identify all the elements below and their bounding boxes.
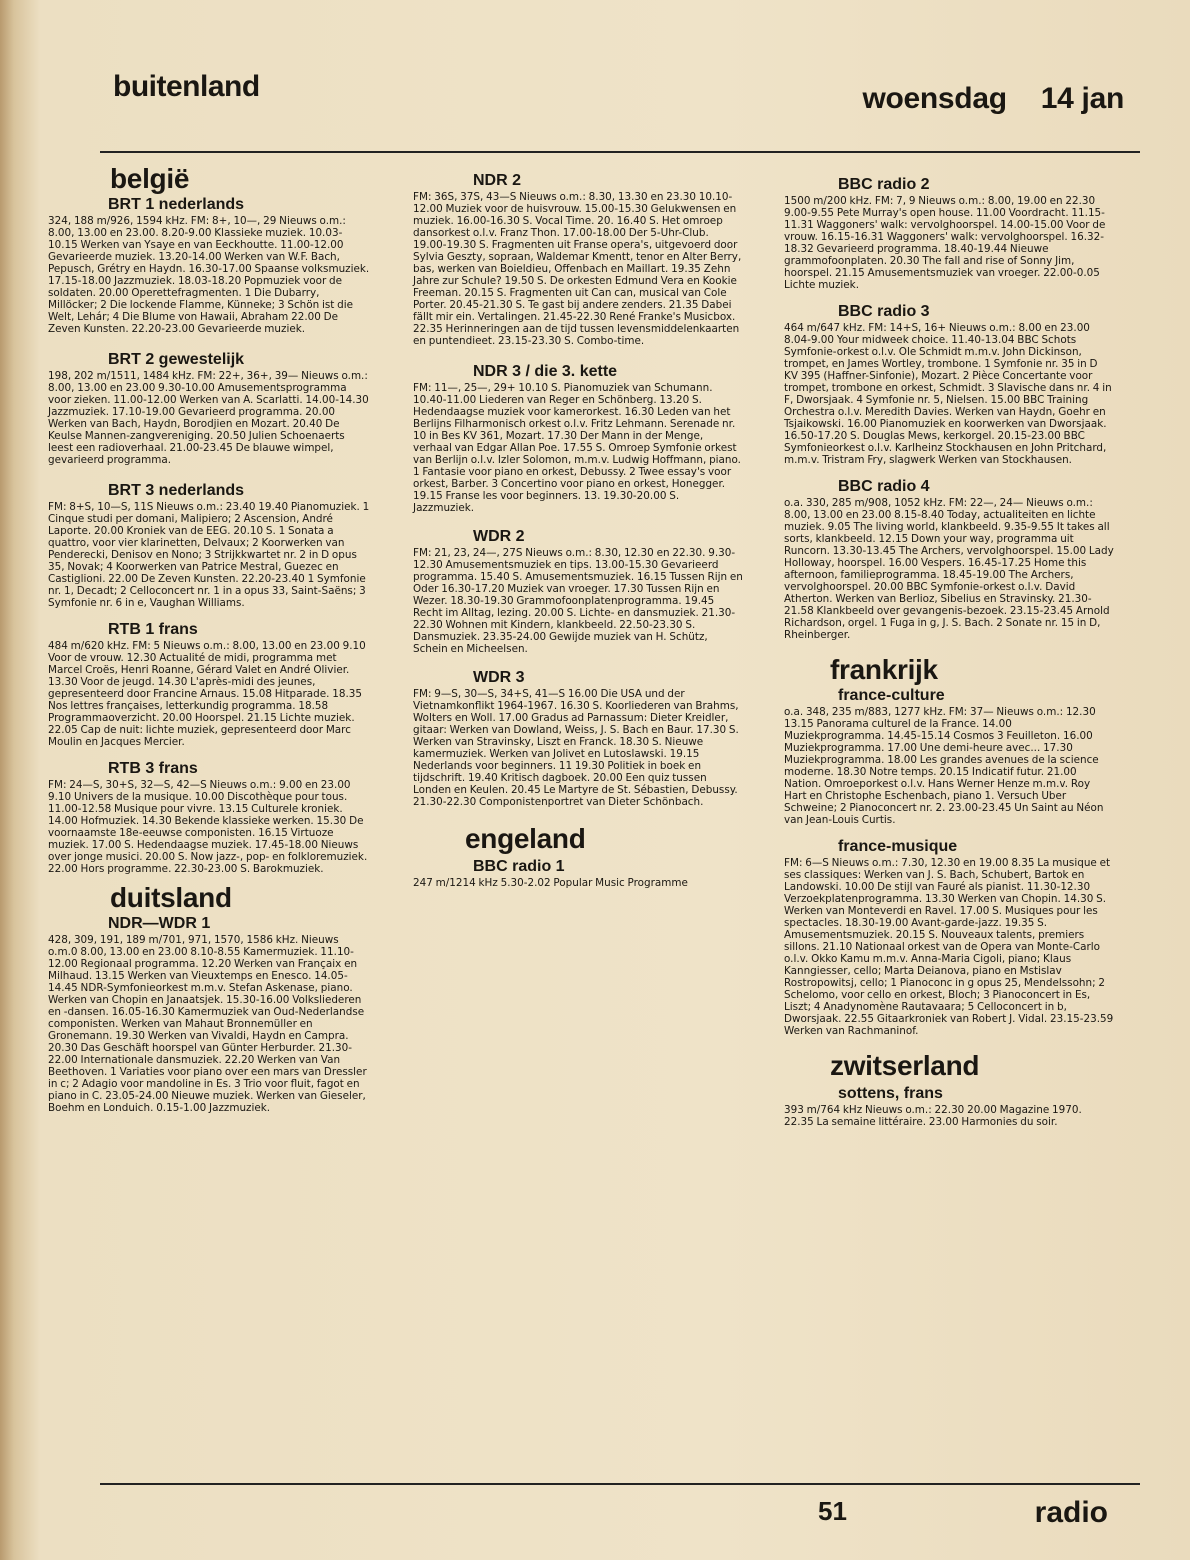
station-schedule: o.a. 348, 235 m/883, 1277 kHz. FM: 37— Nieuws o.m.: 12.30 13.15 Panorama culturel de la France. 14.00 Muziekprogramma. 14.45-15.14 Cosmos 3 Feuilleton. 16.00 Muziekprogramma. 17.00 Une demi-heure avec... 17.30 Muziekprogramma. 18.00 Les grandes avenues de la science moderne. 18.30 Notre temps. 20.15 Indicatif futur. 21.00 Nation. Omroeporkest o.l.v. Hans Werner Henze m.m.v. Roy Hart en Christophe Eschenbach, piano 1. Versuch Uber Schweine; 2 Pianoconcert nr. 2. 23.00-23.45 Un Saint au Néon van Jean-Louis Curtis. — [784, 706, 1104, 826]
country-heading-frankrijk: frankrijk — [830, 654, 938, 685]
day-label: woensdag — [862, 82, 1007, 115]
station-schedule: 1500 m/200 kHz. FM: 7, 9 Nieuws o.m.: 8.00, 19.00 en 22.30 9.00-9.55 Pete Murray's open house. 11.00 Voordracht. 11.15-11.31 Waggoners' walk: vervolghoorspel. 14.00-15.00 Voor de vrouw. 16.15-16.31 Waggoners' walk: vervolghoorspel. 16.32-18.32 Gevarieerd programma. 18.40-19.44 Nieuwe grammofoonplaten. 20.30 The fall and rise of Sonny Jim, hoorspel. 21.15 Amusementsmuziek van vroeger. 22.00-0.05 Lichte muziek. — [784, 195, 1106, 291]
station-heading: RTB 3 frans — [108, 760, 198, 777]
station-schedule: FM: 24—S, 30+S, 32—S, 42—S Nieuws o.m.: 9.00 en 23.00 9.10 Univers de la musique. 10.00 Discothèque pour tous. 11.00-12.58 Musique pour vivre. 13.15 Culturele kroniek. 14.00 Hofmuziek. 14.30 Bekende klassieke werken. 15.30 De voornaamste 18e-eeuwse componisten. 16.15 Virtuoze muziek. 17.00 S. Hedendaagse muziek. 17.45-18.00 Nieuws over jonge musici. 20.00 S. Now jazz-, pop- en folkloremuziek. 22.00 Hors programme. 22.30-23.00 S. Barokmuziek. — [48, 779, 368, 875]
station-heading: BRT 2 gewestelijk — [108, 351, 245, 368]
station-heading: BBC radio 3 — [838, 303, 930, 320]
column-2 — [413, 160, 743, 889]
station-schedule: 428, 309, 191, 189 m/701, 971, 1570, 1586 kHz. Nieuws o.m.0 8.00, 13.00 en 23.00 8.10-8.55 Kamermuziek. 11.10-12.00 Regionaal programma. 12.20 Werken van Françaix en Milhaud. 13.15 Werken van Vieuxtemps en Enesco. 14.05-14.45 NDR-Symfonieorkest m.m.v. Stefan Askenase, piano. Werken van Chopin en Janaatsjek. 15.30-16.00 Volksliederen en -dansen. 16.05-16.30 Kamermuziek van Oud-Nederlandse componisten. Werken van Mahaut Bronnemüller en Gronemann. 19.30 Werken van Vivaldi, Haydn en Campra. 20.30 Das Geschäft hoorspel van Günter Herburder. 21.30-22.00 Internationale dansmuziek. 22.20 Werken van Van Beethoven. 1 Variaties voor piano over een mars van Dressler in c; 2 Adagio voor mandoline in Es. 3 Trio voor fluit, fagot en piano in C. 23.05-24.00 Nieuwe muziek. Werken van Gieseler, Boehm en Londuich. 0.15-1.00 Jazzmuziek. — [48, 934, 367, 1114]
station-heading: BRT 1 nederlands — [108, 196, 245, 213]
station-schedule: 484 m/620 kHz. FM: 5 Nieuws o.m.: 8.00, 13.00 en 23.00 9.10 Voor de vrouw. 12.30 Actualité de midi, programma met Marcel Croës, Henri Roanne, Gérard Valet en André Olivier. 13.30 Voor de jeugd. 14.30 L'après-midi des jeunes, gepresenteerd door Francine Arnaus. 15.08 Hitparade. 18.35 Nos lettres françaises, letterkundig programma. 18.58 Programmaoverzicht. 20.00 Hoorspel. 21.15 Lichte muziek. 22.05 Cap de nuit: lichte muziek, gepresenteerd door Marc Moulin en Jacques Mercier. — [48, 640, 366, 748]
station-heading: RTB 1 frans — [108, 621, 198, 638]
station-schedule: FM: 36S, 37S, 43—S Nieuws o.m.: 8.30, 13.30 en 23.30 10.10-12.00 Muziek voor de huisvrouw. 15.00-15.30 Gelukwensen en muziek. 16.00-16.30 S. Vocal Time. 20. 16.40 S. Het omroep dansorkest o.l.v. Franz Thon. 17.00-18.00 Der 5-Uhr-Club. 19.00-19.30 S. Fragmenten uit Franse opera's, uitgevoerd door Sylvia Geszty, sopraan, Waldemar Kmentt, tenor en Alter Berry, bas, werken van Boieldieu, Offenbach en Maillart. 19.35 Zehn Jahre zur Schule? 19.50 S. De orkesten Edmund Vera en Kookie Freeman. 20.15 S. Fragmenten uit Can can, musical van Cole Porter. 20.45-21.30 S. Te gast bij andere zenders. 21.35 Dabei fällt mir ein. Vertalingen. 21.45-22.30 René Franke's Musicbox. 22.35 Herinneringen aan de tijd tussen levensmiddelenkaarten en puntendieet. 23.15-23.30 S. Combo-time. — [413, 191, 742, 347]
station-schedule: FM: 9—S, 30—S, 34+S, 41—S 16.00 Die USA und der Vietnamkonflikt 1964-1967. 16.30 S. Koorliederen van Brahms, Wolters en Woll. 17.00 Gradus ad Parnassum: Dieter Kreidler, gitaar: Werken van Dowland, Weiss, J. S. Bach en Baur. 17.30 S. Werken van Stravinsky, Liszt en Franck. 18.30 S. Nieuwe kamermuziek. Werken van Jolivet en Lutoslawski. 19.15 Nederlands voor beginners. 11 19.30 Politiek in boek en tijdschrift. 19.40 Kritisch dagboek. 20.00 Een quiz tussen Londen en Keulen. 20.45 Le Martyre de St. Sébastien, Debussy. 21.30-22.30 Componistenportret van Dieter Schönbach. — [413, 688, 739, 808]
date-label: 14 jan — [1040, 82, 1124, 115]
station-heading: BRT 3 nederlands — [108, 482, 245, 499]
station-heading: NDR 3 / die 3. kette — [473, 363, 618, 380]
country-heading-belgie: belgië — [110, 163, 190, 194]
top-rule — [100, 151, 1140, 153]
station-heading: sottens, frans — [838, 1085, 943, 1102]
station-schedule: FM: 8+S, 10—S, 11S Nieuws o.m.: 23.40 19.40 Pianomuziek. 1 Cinque studi per domani, Malipiero; 2 Ascension, André Laporte. 20.00 Kroniek van de EEG. 20.10 S. 1 Sonata a quattro, voor vier klarinetten, Delvaux; 2 Koorwerken van Penderecki, Denisov en Nono; 3 Strijkkwartet nr. 2 in D opus 35, Novak; 4 Koorwerken van Patrice Mestral, Guezec en Castiglioni. 22.00 De Zeven Kunsten. 22.20-23.40 1 Symfonie nr. 1, Decadt; 2 Celloconcert nr. 1 in a opus 33, Saint-Saëns; 3 Symfonie nr. 6 in e, Vaughan Williams. — [48, 501, 370, 609]
station-heading: BBC radio 2 — [838, 176, 930, 193]
station-heading: BBC radio 1 — [473, 858, 565, 875]
page-number: 51 — [818, 1496, 847, 1526]
station-schedule: o.a. 330, 285 m/908, 1052 kHz. FM: 22—, 24— Nieuws o.m.: 8.00, 13.00 en 23.00 8.15-8.40 Today, actualiteiten en lichte muziek. 9.05 The living world, klankbeeld. 9.35-9.55 It takes all sorts, klankbeeld. 12.15 Down your way, programma uit Runcorn. 13.30-13.45 The Archers, vervolghoorspel. 15.00 Lady Holloway, hoorspel. 16.00 Vespers. 16.45-17.25 Home this afternoon, familieprogramma. 18.45-19.00 The Archers, vervolghoorspel. 20.00 BBC Symfonie-orkest o.l.v. David Atherton. Werken van Berlioz, Sibelius en Stravinsky. 21.30-21.58 Klankbeeld over gevangenis-bezoek. 23.15-23.45 Arnold Richardson, orgel. 1 Fuga in g, J. S. Bach. 2 Sonate nr. 15 in D, Rheinberger. — [784, 497, 1114, 641]
station-schedule: 247 m/1214 kHz 5.30-2.02 Popular Music Programme — [413, 877, 688, 889]
station-heading: BBC radio 4 — [838, 478, 930, 495]
station-schedule: 198, 202 m/1511, 1484 kHz. FM: 22+, 36+, 39— Nieuws o.m.: 8.00, 13.00 en 23.00 9.30-10.00 Amusementsprogramma voor zieken. 11.00-12.00 Werken van A. Scarlatti. 14.00-14.30 Jazzmuziek. 17.10-19.00 Gevarieerd programma. 20.00 Werken van Bach, Haydn, Borodjien en Mozart. 20.40 De Keulse Mannen-zangvereniging. 20.50 Julien Schoenaerts leest een radioverhaal. 21.00-23.45 De blauwe wimpel, gevarieerd programma. — [48, 370, 369, 466]
station-heading: france-culture — [838, 687, 945, 704]
footer-section-label: radio — [1034, 1496, 1108, 1529]
station-heading: france-musique — [838, 838, 958, 855]
station-heading: NDR 2 — [473, 172, 522, 189]
station-schedule: FM: 21, 23, 24—, 27S Nieuws o.m.: 8.30, 12.30 en 22.30. 9.30-12.30 Amusementsmuziek en tips. 13.00-15.30 Gevarieerd programma. 15.40 S. Amusementsmuziek. 16.15 Tussen Rijn en Oder 16.30-17.20 Muziek van vroeger. 17.30 Tussen Rijn en Wezer. 18.30-19.30 Grammofoonplatenprogramma. 19.45 Recht im Alltag, lezing. 20.00 S. Lichte- en dansmuziek. 21.30-22.30 Wohnen mit Kindern, klankbeeld. 22.50-23.30 S. Dansmuziek. 23.35-24.00 Gewijde muziek van H. Schütz, Schein en Micheelsen. — [413, 547, 743, 655]
station-heading: WDR 2 — [473, 528, 525, 545]
station-heading: WDR 3 — [473, 669, 525, 686]
section-title: buitenland — [113, 70, 260, 103]
station-schedule: FM: 11—, 25—, 29+ 10.10 S. Pianomuziek van Schumann. 10.40-11.00 Liederen van Reger en Schönberg. 13.20 S. Hedendaagse muziek voor kamerorkest. 16.30 Leden van het Berlijns Filharmonisch orkest o.l.v. Fritz Lehmann. Serenade nr. 10 in Bes KV 361, Mozart. 17.30 Der Mann in der Menge, verhaal van Edgar Allan Poe. 17.55 S. Omroep Symfonie orkest van Berlijn o.l.v. Izler Solomon, m.m.v. Ludwig Hoffmann, piano. 1 Fantasie voor piano en orkest, Debussy. 2 Twee essay's voor orkest, Barber. 3 Concertino voor piano en orkest, Honegger. 19.15 Franse les voor beginners. 13. 19.30-20.00 S. Jazzmuziek. — [413, 382, 741, 514]
column-3 — [784, 160, 1114, 1128]
station-schedule: 464 m/647 kHz. FM: 14+S, 16+ Nieuws o.m.: 8.00 en 23.00 8.04-9.00 Your midweek choice. 11.40-13.04 BBC Schots Symfonie-orkest o.l.v. Ole Schmidt m.m.v. John Dickinson, trompet, en James Wortley, trombone. 1 Symfonie nr. 35 in D KV 395 (Haffner-Sinfonie), Mozart. 2 Pièce Concertante voor trompet, trombone en orkest, Schmidt. 3 Slavische dans nr. 4 in F, Dworsjaak. 4 Symfonie nr. 5, Nielsen. 15.00 BBC Training Orchestra o.l.v. Meredith Davies. Werken van Haydn, Goehr en Tsjaikowski. 16.00 Pianomuziek en koorwerken van Dworsjaak. 16.50-17.20 S. Douglas Mews, kerkorgel. 20.15-23.00 BBC Symfonieorkest o.l.v. Karlheinz Stockhausen en John Pritchard, m.m.v. Tristram Fry, slagwerk Werken van Stockhausen. — [784, 322, 1112, 466]
station-schedule: FM: 6—S Nieuws o.m.: 7.30, 12.30 en 19.00 8.35 La musique et ses classiques: Werken van J. S. Bach, Schubert, Bartok en Landowski. 10.00 De stijl van Fauré als pianist. 11.30-12.30 Verzoekplatenprogramma. 13.30 Werken van Chopin. 14.30 S. Werken van Monteverdi en Ravel. 17.00 S. Musiques pour les spectacles. 18.30-19.00 Avant-garde-jazz. 19.35 S. Amusementsmuziek. 20.15 S. Nouveaux talents, premiers sillons. 21.10 Nationaal orkest van de Opera van Monte-Carlo o.l.v. Okko Kamu m.m.v. Anna-Maria Cigoli, piano; Klaus Kanngiesser, cello; Marta Deianova, piano en Mstislav Rostropowitsj, cello; 1 Pianoconc in g opus 25, Mendelssohn; 2 Schelomo, voor cello en orkest, Bloch; 3 Pianoconcert in Es, Liszt; 4 Anadynomène Rautavaara; 5 Celloconcert in b, Dworsjaak. 22.55 Gitaarkroniek van Robert J. Vidal. 23.15-23.59 Werken van Rachmaninof. — [784, 857, 1114, 1037]
country-heading-duitsland: duitsland — [110, 882, 232, 913]
country-heading-engeland: engeland — [465, 823, 586, 854]
date-header — [862, 82, 1124, 116]
station-schedule: 393 m/764 kHz Nieuws o.m.: 22.30 20.00 Magazine 1970. 22.35 La semaine littéraire. 23.00 Harmonies du soir. — [784, 1104, 1082, 1128]
station-heading: NDR—WDR 1 — [108, 915, 211, 932]
country-heading-zwitserland: zwitserland — [830, 1050, 980, 1081]
column-1 — [48, 160, 370, 1114]
bottom-rule — [100, 1483, 1140, 1485]
station-schedule: 324, 188 m/926, 1594 kHz. FM: 8+, 10—, 29 Nieuws o.m.: 8.00, 13.00 en 23.00. 8.20-9.00 Klassieke muziek. 10.03-10.15 Werken van Ysaye en van Eeckhoutte. 11.00-12.00 Gevarieerde muziek. 13.20-14.00 Werken van W.F. Bach, Pepusch, Grétry en Haydn. 16.30-17.00 Spaanse volksmuziek. 17.15-18.00 Jazzmuziek. 18.03-18.20 Popmuziek voor de soldaten. 20.00 Operettefragmenten. 1 Die Dubarry, Millöcker; 2 Die lockende Flamme, Künneke; 3 Schön ist die Welt, Lehár; 4 Die Blume von Hawaii, Abraham 22.00 De Zeven Kunsten. 22.20-23.00 Gevarieerde muziek. — [48, 215, 370, 335]
